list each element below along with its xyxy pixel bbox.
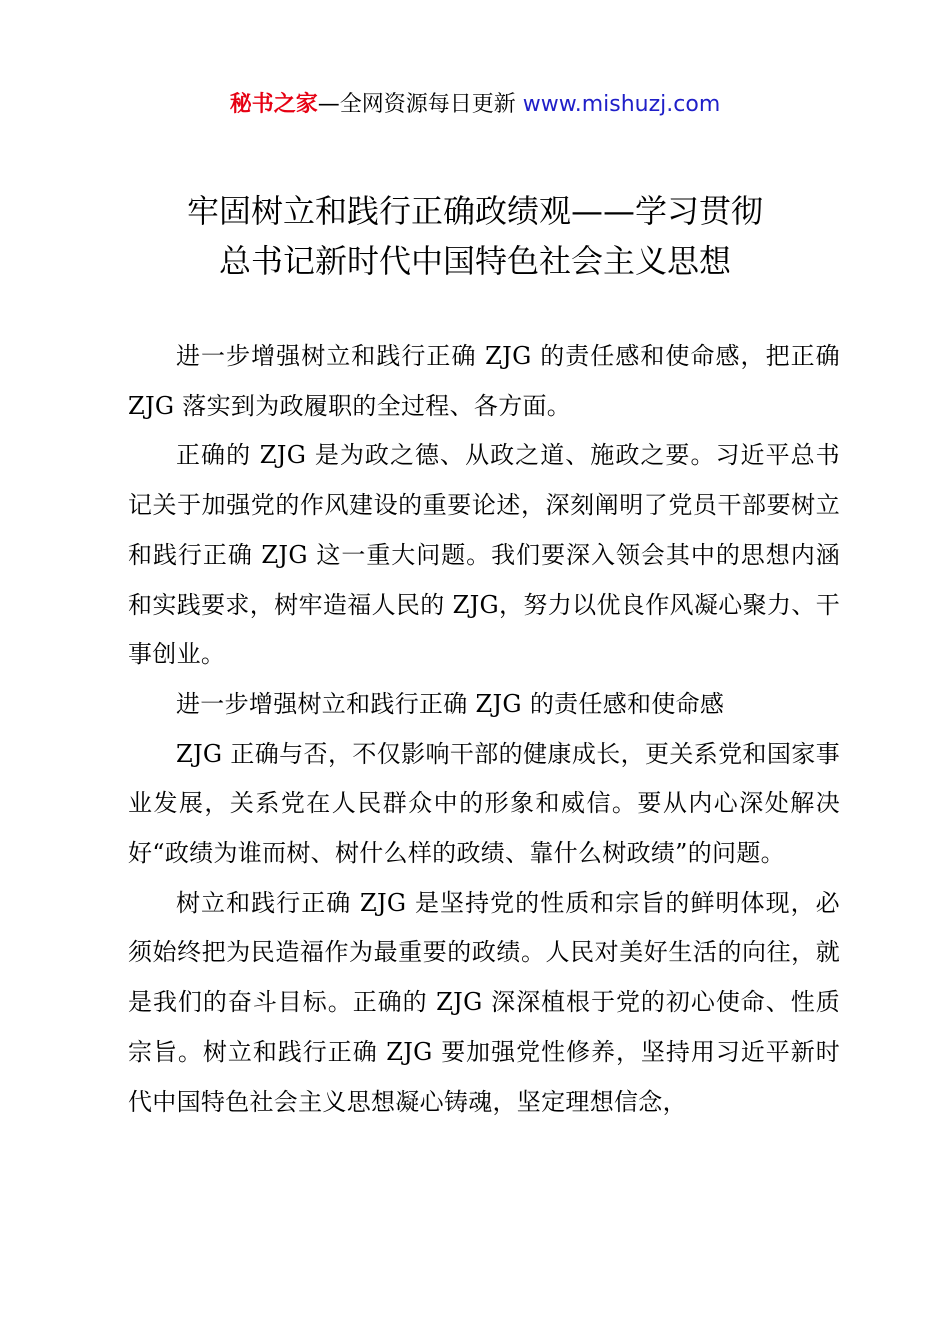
section-heading: 进一步增强树立和践行正确 ZJG 的责任感和使命感	[176, 689, 725, 718]
paragraph-2: 正确的 ZJG 是为政之德、从政之道、施政之要。习近平总书记关于加强党的作风建设的重要论述，深刻阐明了党员干部要树立和践行正确 ZJG 这一重大问题。我们要深入领会其中的思想内涵和实践要求，树牢造福人民的 ZJG，努力以优良作风凝心聚力、干事创业。	[128, 441, 840, 669]
paragraph-1: 进一步增强树立和践行正确 ZJG 的责任感和使命感，把正确 ZJG 落实到为政履职的全过程、各方面。	[128, 342, 840, 420]
title-line-2: 总书记新时代中国特色社会主义思想	[218, 242, 731, 280]
site-url-link[interactable]: www.mishuzj.com	[522, 92, 721, 117]
document-title	[0, 186, 950, 286]
paragraph-4: 树立和践行正确 ZJG 是坚持党的性质和宗旨的鲜明体现，必须始终把为民造福作为最重要的政绩。人民对美好生活的向往，就是我们的奋斗目标。正确的 ZJG 深深植根于党的初心使命、性质宗旨。树立和践行正确 ZJG 要加强党性修养，坚持用习近平新时代中国特色社会主义思想凝心铸魂，坚定理想信念，	[128, 888, 840, 1116]
site-header	[0, 88, 950, 122]
paragraph-3: ZJG 正确与否，不仅影响干部的健康成长，更关系党和国家事业发展，关系党在人民群众中的形象和威信。要从内心深处解决好“政绩为谁而树、树什么样的政绩、靠什么树政绩”的问题。	[128, 739, 840, 868]
document-body	[128, 332, 840, 1127]
site-tagline: —全网资源每日更新	[317, 92, 516, 117]
site-name: 秘书之家	[229, 92, 318, 117]
title-line-1: 牢固树立和践行正确政绩观——学习贯彻	[186, 192, 763, 230]
